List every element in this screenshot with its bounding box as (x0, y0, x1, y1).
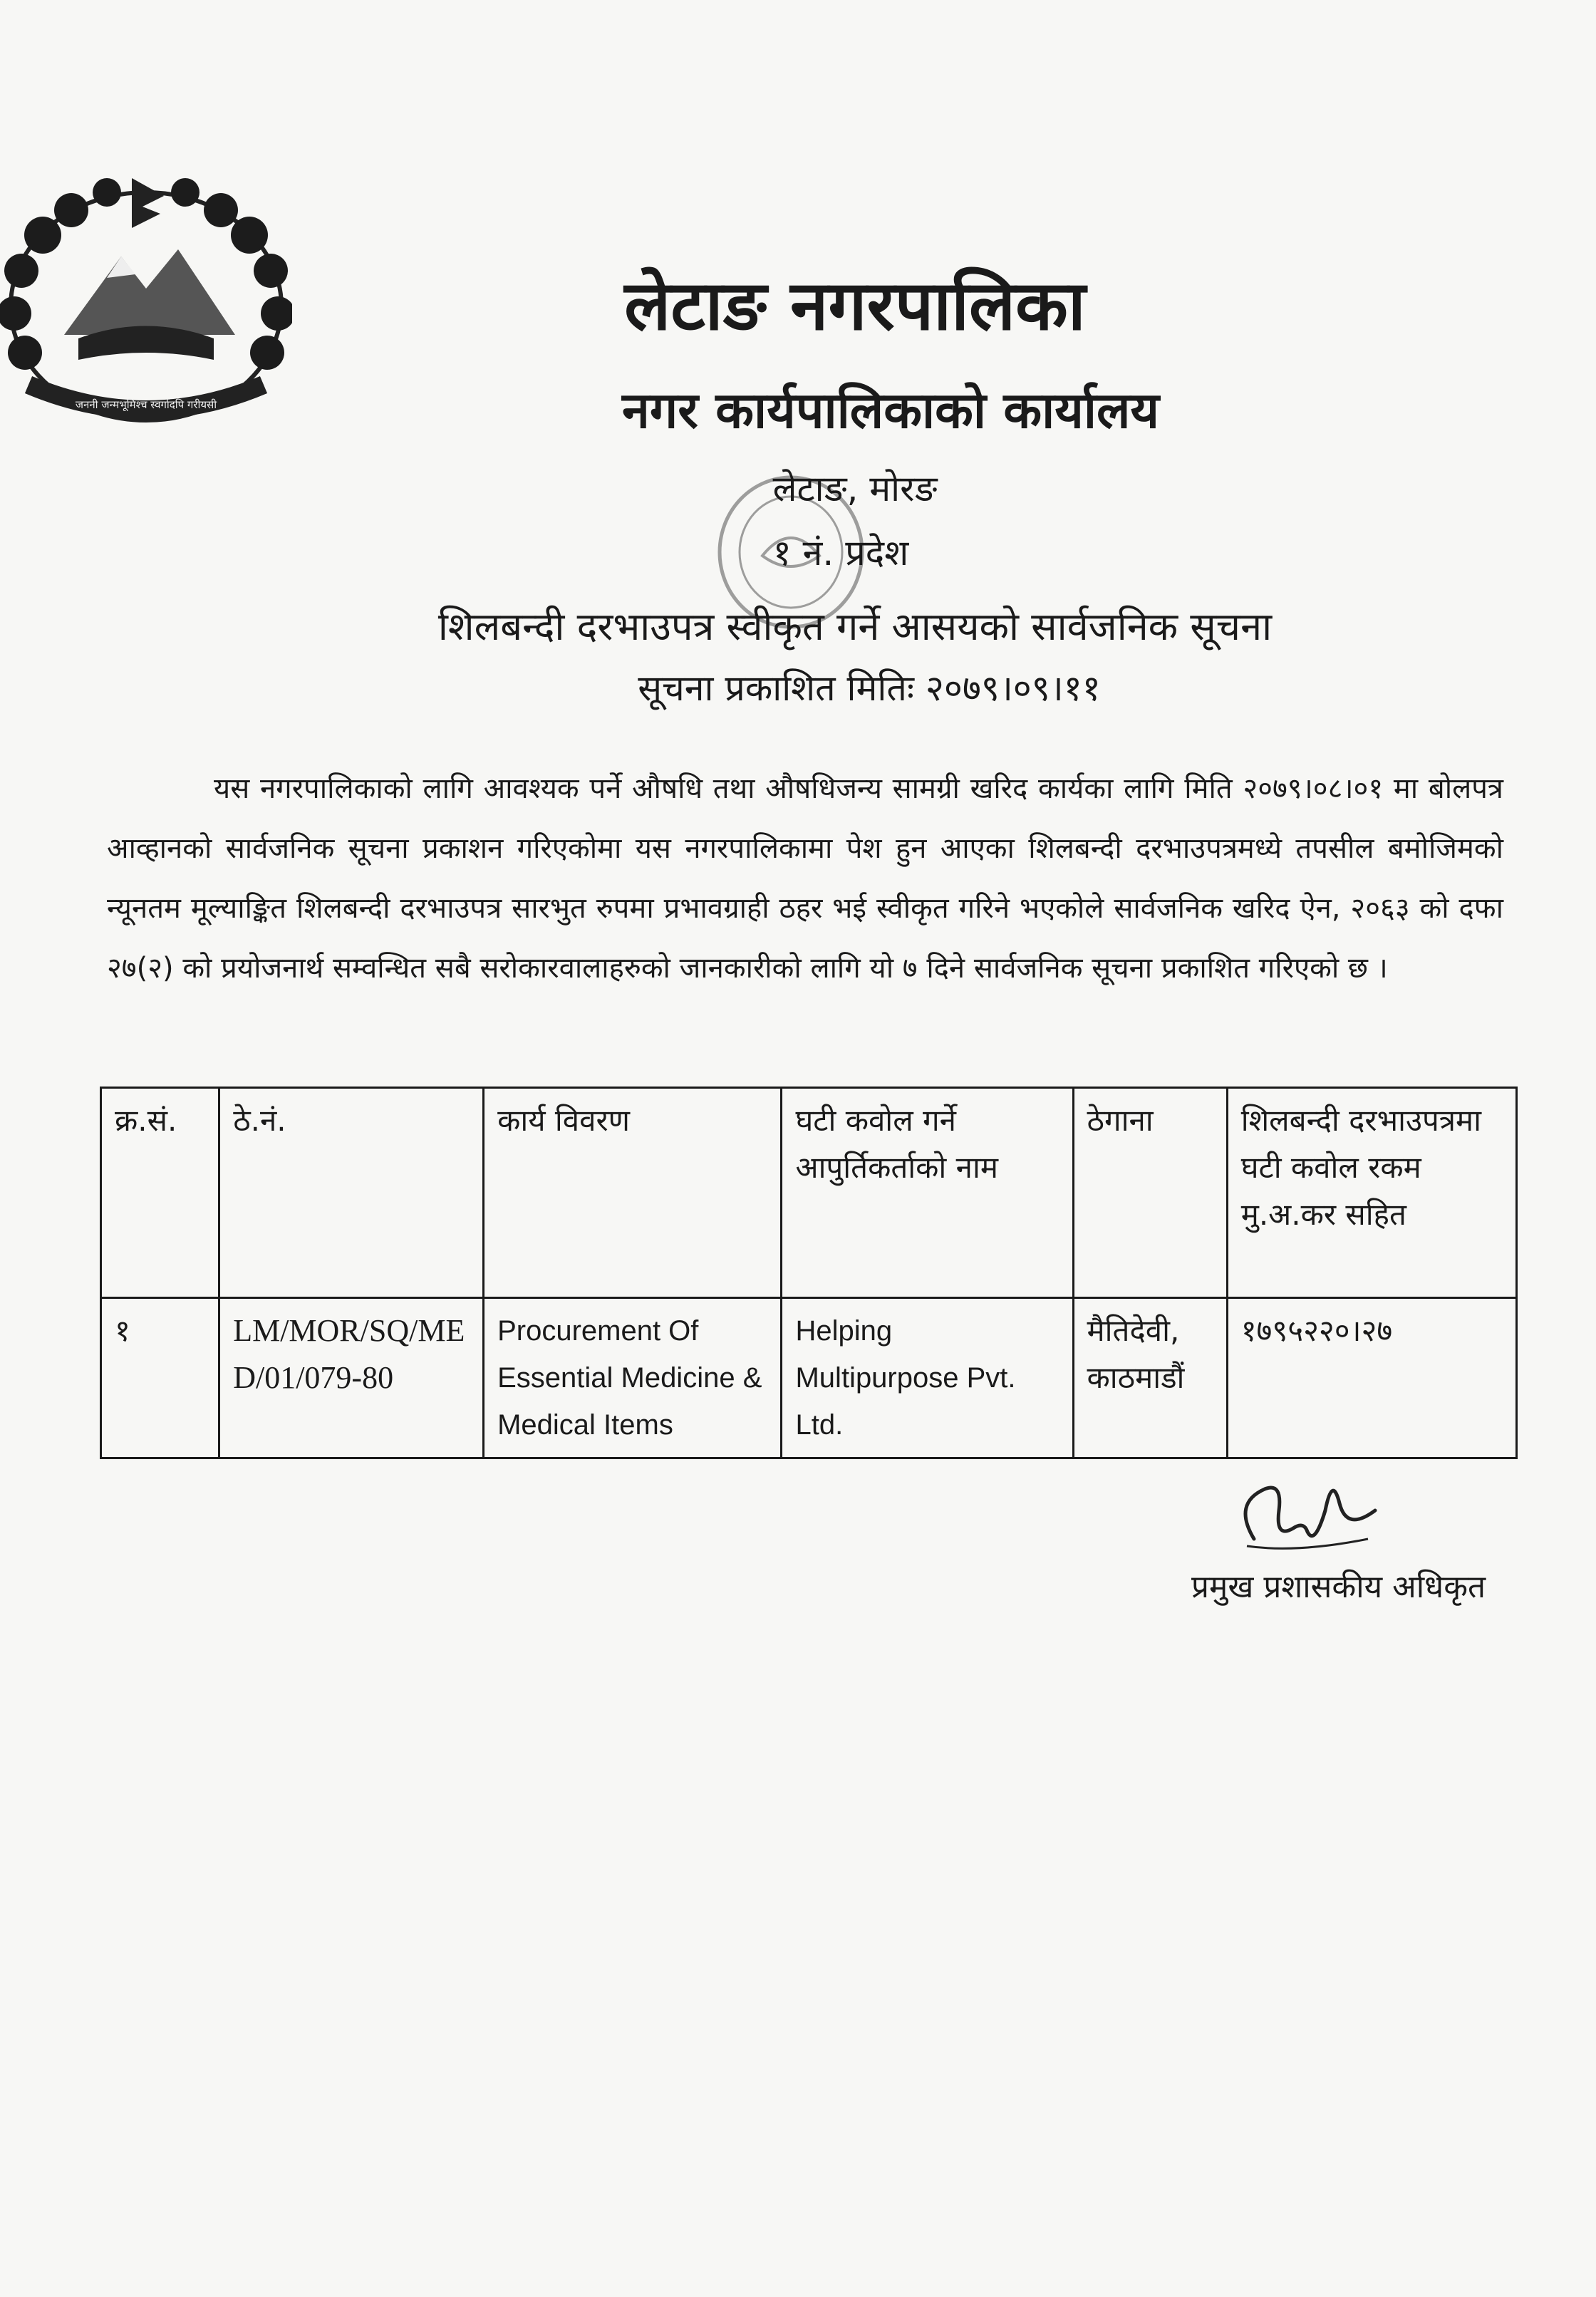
svg-text:जननी जन्मभूमिश्च स्वर्गादपि गर: जननी जन्मभूमिश्च स्वर्गादपि गरीयसी (75, 398, 217, 411)
office-name: नगर कार्यपालिकाको कार्यालय (621, 381, 1160, 440)
cell-sn: १ (101, 1298, 219, 1458)
table-row (101, 1298, 1517, 1458)
notice-body (107, 759, 1503, 998)
header-amount: शिलबन्दी दरभाउपत्रमा घटी कवोल रकम मु.अ.कर सहित (1227, 1088, 1516, 1298)
cell-supplier: Helping Multipurpose Pvt. Ltd. (782, 1298, 1073, 1458)
cell-contract-no: LM/MOR/SQ/MED/01/079-80 (219, 1298, 484, 1458)
signatory-designation: प्रमुख प्रशासकीय अधिकृत (1191, 1569, 1486, 1605)
notice-paragraph: यस नगरपालिकाको लागि आवश्यक पर्ने औषधि तथा औषधिजन्य सामग्री खरिद कार्यका लागि मिति २०७९।०८।०१ मा बोलपत्र आव्हानको सार्वजनिक सूचना प्रकाशन गरिएकोमा यस नगरपालिकामा पेश हुन आएका शिलबन्दी दरभाउपत्रमध्ये तपसील बमोजिमको न्यूनतम मूल्याङ्कित शिलबन्दी दरभाउपत्र सारभुत रुपमा प्रभावग्राही ठहर भई स्वीकृत गरिने भएकोले सार्वजनिक खरिद ऐन, २०६३ को दफा २७(२) को प्रयोजनार्थ सम्वन्धित सबै सरोकारवालाहरुको जानकारीको लागि यो ७ दिने सार्वजनिक सूचना प्रकाशित गरिएको छ । (107, 772, 1503, 985)
published-date: सूचना प्रकाशित मितिः २०७९।०९।११ (638, 668, 1101, 709)
signature-icon (1226, 1461, 1382, 1567)
office-address: लेटाङ, मोरङ (772, 468, 938, 509)
header-sn: क्र.सं. (101, 1088, 219, 1298)
award-table (100, 1087, 1518, 1459)
cell-address: मैतिदेवी, काठमाडौं (1073, 1298, 1227, 1458)
notice-title: शिलबन्दी दरभाउपत्र स्वीकृत गर्ने आसयको सार्वजनिक सूचना (437, 604, 1273, 649)
header-address: ठेगाना (1073, 1088, 1227, 1298)
header-contract-no: ठे.नं. (219, 1088, 484, 1298)
header-supplier: घटी कवोल गर्ने आपुर्तिकर्ताको नाम (782, 1088, 1073, 1298)
header-description: कार्य विवरण (484, 1088, 782, 1298)
province: १ नं. प्रदेश (772, 532, 909, 574)
cell-amount: १७९५२२०।२७ (1227, 1298, 1516, 1458)
cell-description: Procurement Of Essential Medicine & Medical Items (484, 1298, 782, 1458)
org-name: लेटाङ नगरपालिका (624, 266, 1086, 346)
table-header-row (101, 1088, 1517, 1298)
